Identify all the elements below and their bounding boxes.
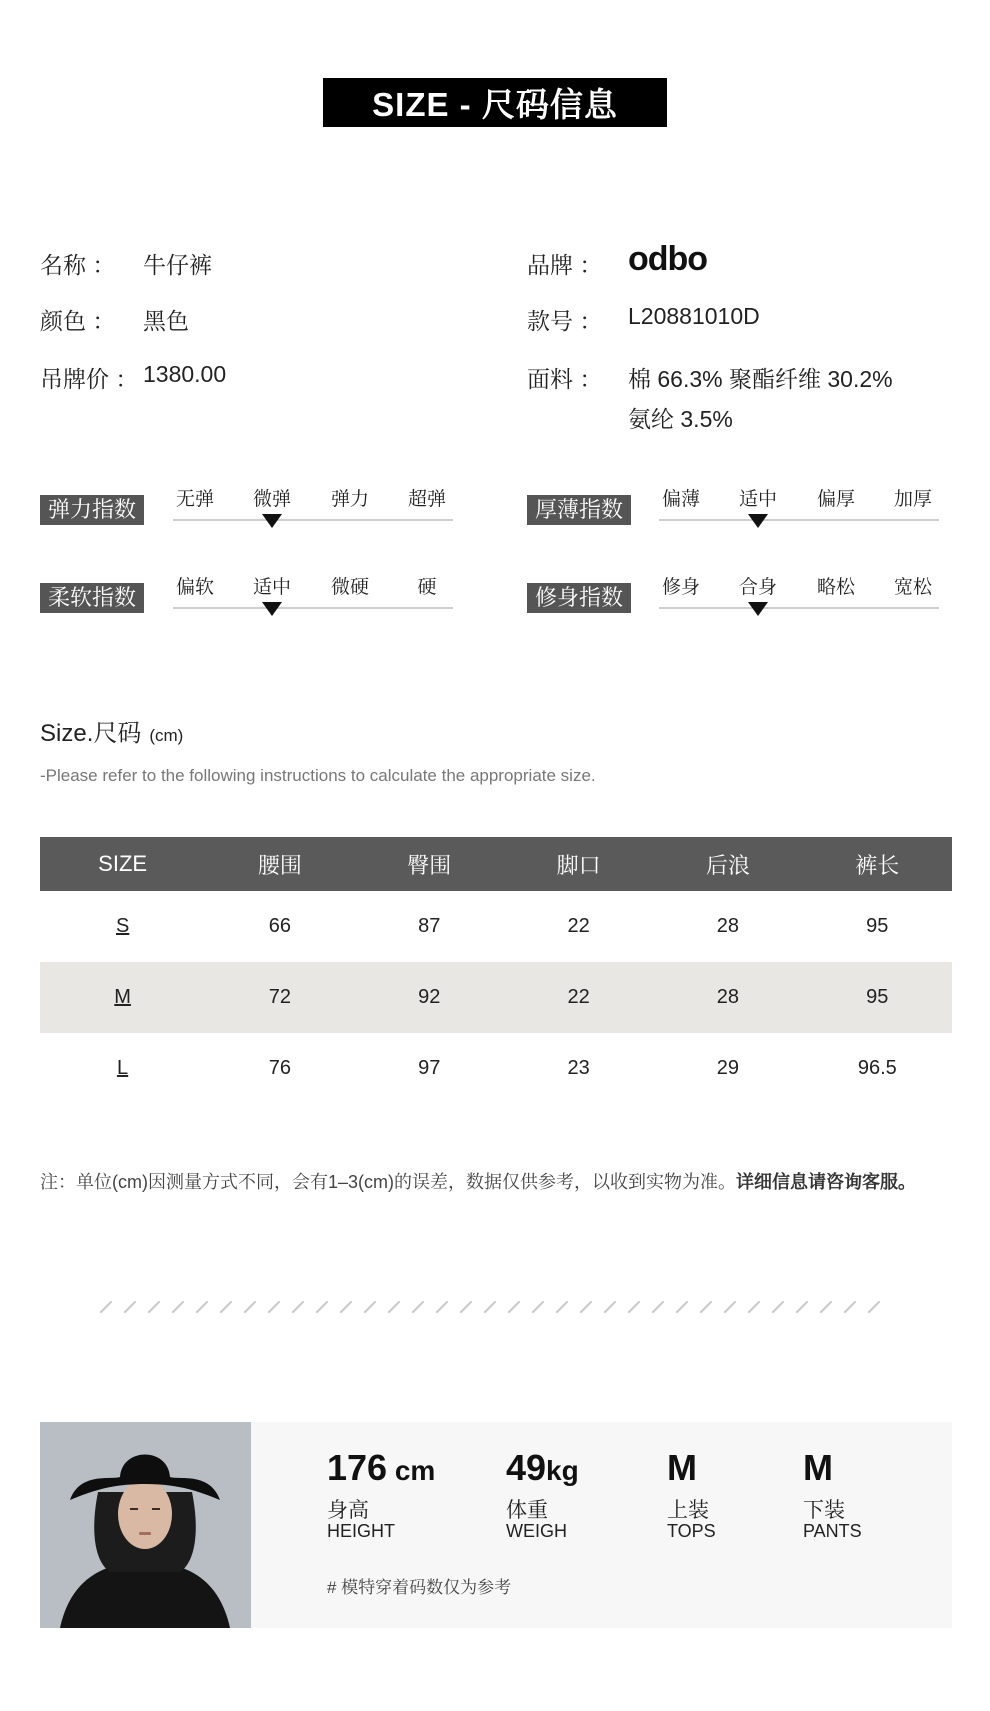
divider-slash xyxy=(700,1301,713,1314)
height-number: 176 xyxy=(327,1447,388,1488)
divider-slash xyxy=(220,1301,233,1314)
divider-slash xyxy=(436,1301,449,1314)
divider-slash xyxy=(316,1301,329,1314)
divider-slash xyxy=(556,1301,569,1314)
model-illustration xyxy=(40,1422,251,1628)
divider-slash xyxy=(460,1301,473,1314)
divider-slash xyxy=(796,1301,809,1314)
price-value: 1380.00 xyxy=(143,361,227,387)
divider-slash xyxy=(532,1301,545,1314)
divider-slash xyxy=(124,1301,137,1314)
divider-slash xyxy=(100,1301,113,1314)
divider-slash xyxy=(196,1301,209,1314)
table-row xyxy=(40,1033,952,1104)
tops-size-value: M xyxy=(667,1447,697,1488)
brand-logo: odbo xyxy=(628,240,708,278)
fit-scale-marker xyxy=(748,602,768,616)
measurement-note xyxy=(40,1168,916,1194)
divider-slash xyxy=(172,1301,185,1314)
size-table xyxy=(40,837,952,1104)
pants-size-value: M xyxy=(803,1447,833,1488)
table-cell: 29 xyxy=(716,1057,740,1079)
softness-scale-line xyxy=(173,607,453,609)
color-value: 黑色 xyxy=(143,308,189,334)
fit-option: 宽松 xyxy=(893,577,932,598)
height-label-cn: 身高 xyxy=(327,1499,369,1522)
name-value: 牛仔裤 xyxy=(143,252,212,278)
divider-slash xyxy=(604,1301,617,1314)
divider-slash xyxy=(292,1301,305,1314)
fabric-value-line2: 氨纶 3.5% xyxy=(628,406,733,432)
thickness-index-label: 厚薄指数 xyxy=(527,495,631,525)
table-cell: 87 xyxy=(418,915,441,937)
table-cell: 96.5 xyxy=(857,1057,897,1079)
thickness-scale-line xyxy=(659,519,939,521)
size-heading-text: Size.尺码 xyxy=(40,720,142,747)
table-cell: 95 xyxy=(866,915,889,937)
table-cell: 92 xyxy=(355,962,504,1033)
pants-label-cn: 下装 xyxy=(803,1499,845,1522)
size-heading-unit: (cm) xyxy=(149,726,184,745)
pants-label-en: PANTS xyxy=(803,1521,862,1541)
table-cell: 66 xyxy=(268,915,292,937)
note-bold: 详细信息请咨询客服。 xyxy=(736,1172,916,1192)
column-header: 后浪 xyxy=(653,837,802,891)
table-row xyxy=(40,962,952,1033)
model-size-note: # 模特穿着码数仅为参考 xyxy=(327,1578,512,1597)
table-cell: 23 xyxy=(567,1057,590,1079)
tops-label-en: TOPS xyxy=(667,1521,716,1541)
fabric-value-line1: 棉 66.3% 聚酯纤维 30.2% xyxy=(628,366,893,392)
divider-slash xyxy=(268,1301,281,1314)
elastic-option: 超弹 xyxy=(407,489,446,510)
weight-number: 49 xyxy=(506,1447,547,1488)
divider-slash xyxy=(388,1301,401,1314)
table-cell: 97 xyxy=(418,1057,441,1079)
weight-value xyxy=(506,1447,579,1489)
style-number-label: 款号 ： xyxy=(527,308,603,334)
table-row xyxy=(40,891,952,962)
column-header: 腰围 xyxy=(205,837,354,891)
price-label: 吊牌价 ： xyxy=(40,366,139,392)
fit-option: 修身 xyxy=(661,577,700,598)
divider-slash xyxy=(484,1301,497,1314)
column-header: 脚口 xyxy=(504,837,653,891)
softness-scale-marker xyxy=(262,602,282,616)
brand-label: 品牌 ： xyxy=(527,252,603,278)
table-cell: 22 xyxy=(504,962,653,1033)
size-instructions: -Please refer to the following instructions to calculate the appropriate size. xyxy=(40,766,596,785)
model-photo xyxy=(40,1422,251,1628)
table-cell: 72 xyxy=(205,962,354,1033)
fit-index-label: 修身指数 xyxy=(527,583,631,613)
thickness-option: 适中 xyxy=(738,489,777,510)
size-cell: L xyxy=(117,1057,129,1079)
elastic-option: 无弹 xyxy=(175,489,214,510)
divider-slash xyxy=(676,1301,689,1314)
elastic-option: 微弹 xyxy=(252,489,291,510)
style-number-value: L20881010D xyxy=(628,303,760,329)
table-cell: 22 xyxy=(567,915,590,937)
column-header: 臀围 xyxy=(355,837,504,891)
height-unit: cm xyxy=(387,1455,436,1486)
divider-slash xyxy=(772,1301,785,1314)
softness-option: 微硬 xyxy=(330,577,369,598)
page-title: SIZE - 尺码信息 xyxy=(372,86,618,123)
divider-slash xyxy=(748,1301,761,1314)
name-label: 名称 ： xyxy=(40,252,116,278)
elastic-option: 弹力 xyxy=(330,489,369,510)
height-label-en: HEIGHT xyxy=(327,1521,396,1541)
height-value xyxy=(327,1447,435,1489)
elastic-index-label: 弹力指数 xyxy=(40,495,144,525)
divider-slash xyxy=(580,1301,593,1314)
divider-slash xyxy=(364,1301,377,1314)
size-cell: M xyxy=(40,962,205,1033)
thickness-option: 加厚 xyxy=(893,489,932,510)
divider-slash xyxy=(148,1301,161,1314)
size-cell: S xyxy=(115,915,130,937)
thickness-option: 偏厚 xyxy=(816,489,855,510)
table-cell: 76 xyxy=(268,1057,292,1079)
divider-slash xyxy=(508,1301,521,1314)
column-header: SIZE xyxy=(40,837,205,891)
weight-unit: kg xyxy=(546,1455,579,1486)
fit-option: 略松 xyxy=(816,577,855,598)
column-header: 裤长 xyxy=(803,837,952,891)
divider-slash xyxy=(628,1301,641,1314)
thickness-scale-marker xyxy=(748,514,768,528)
size-heading xyxy=(40,713,183,748)
page-title-banner xyxy=(323,78,667,127)
note-text: 注：单位(cm)因测量方式不同，会有1–3(cm)的误差，数据仅供参考，以收到实物为准。 xyxy=(40,1172,736,1192)
softness-index-label: 柔软指数 xyxy=(40,583,144,613)
softness-option: 偏软 xyxy=(175,577,214,598)
softness-option: 硬 xyxy=(417,577,437,598)
divider-slash xyxy=(868,1301,881,1314)
weight-label-cn: 体重 xyxy=(506,1499,548,1522)
table-cell: 28 xyxy=(716,915,740,937)
table-header-row xyxy=(40,837,952,891)
color-label: 颜色 ： xyxy=(40,308,116,334)
decorative-divider xyxy=(98,1306,882,1308)
divider-slash xyxy=(844,1301,857,1314)
tops-label-cn: 上装 xyxy=(667,1499,709,1522)
elastic-scale-marker xyxy=(262,514,282,528)
divider-slash xyxy=(724,1301,737,1314)
table-cell: 28 xyxy=(653,962,802,1033)
elastic-scale-line xyxy=(173,519,453,521)
divider-slash xyxy=(244,1301,257,1314)
table-cell: 95 xyxy=(803,962,952,1033)
divider-slash xyxy=(652,1301,665,1314)
divider-slash xyxy=(820,1301,833,1314)
fit-option: 合身 xyxy=(738,577,777,598)
fabric-label: 面料 ： xyxy=(527,366,603,392)
softness-option: 适中 xyxy=(252,577,291,598)
thickness-option: 偏薄 xyxy=(661,489,700,510)
weight-label-en: WEIGH xyxy=(506,1521,567,1541)
fit-scale-line xyxy=(659,607,939,609)
divider-slash xyxy=(412,1301,425,1314)
divider-slash xyxy=(340,1301,353,1314)
